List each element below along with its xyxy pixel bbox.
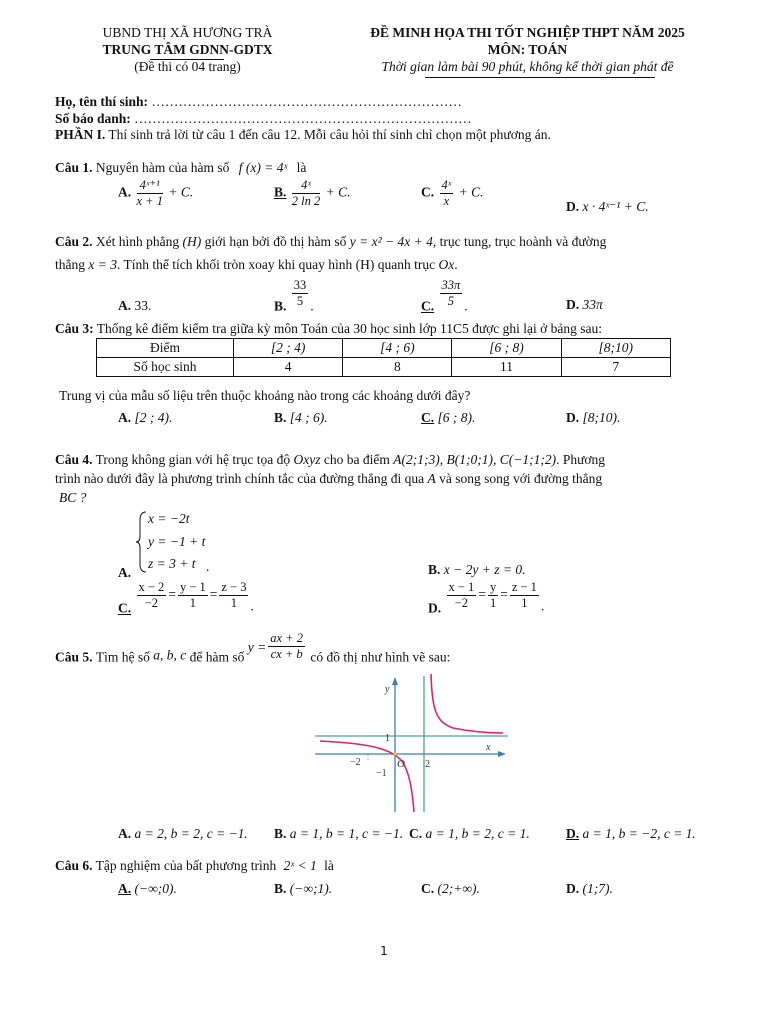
part1-row: [55, 127, 551, 143]
q1-option-b[interactable]: [274, 178, 351, 209]
q2-option-b-frac: [292, 278, 309, 309]
q4-d-frac3: [510, 580, 539, 611]
q3-stem: [55, 321, 602, 337]
q1-c-den: x: [443, 194, 450, 208]
q4-d-frac1: [447, 580, 477, 611]
q3-d-text: [8;10).: [582, 410, 621, 425]
student-name-dots: ……………………………………………………………: [151, 94, 462, 109]
graph-label-minus-two: −2: [350, 757, 361, 768]
q4-c-n1: x − 2: [138, 580, 165, 594]
q2-h2: (H): [355, 257, 375, 272]
curve-right-branch: [431, 674, 503, 733]
q4-c-d2: 1: [189, 596, 196, 610]
q3-option-d[interactable]: [566, 410, 620, 426]
q1-b-den: 2 ln 2: [291, 194, 321, 208]
q5-option-c[interactable]: [409, 826, 530, 842]
q6-b-text: (−∞;1).: [289, 881, 333, 896]
header-left-line2: TRUNG TÂM GDNN-GDTX: [102, 42, 273, 57]
q3-label: Câu 3:: [55, 321, 94, 336]
q1-text-a: Nguyên hàm của hàm số: [95, 160, 230, 175]
curve-left-branch: [320, 741, 414, 812]
table-cell: Điểm: [97, 339, 234, 358]
q6-option-c[interactable]: [421, 881, 480, 897]
q6-label: Câu 6.: [55, 858, 93, 873]
q1-label: Câu 1.: [55, 160, 93, 175]
student-id-dots: …………………………………………………………………: [134, 111, 472, 126]
q5-option-a-label: A.: [118, 826, 132, 841]
q1-stem: [55, 160, 306, 176]
graph-label-two: 2: [425, 759, 430, 770]
q2-c-tail: .: [464, 298, 468, 314]
q1-b-num: 4ˣ: [292, 178, 320, 194]
q6-ineq: 2ˣ < 1: [283, 858, 317, 873]
q4-option-c[interactable]: [118, 580, 254, 617]
q4-d-eq2: =: [500, 586, 508, 602]
graph-y-label: y: [385, 684, 390, 695]
q3-a-text: [2 ; 4).: [134, 410, 173, 425]
q4-stem-line1: [55, 452, 605, 468]
q2-option-c-frac: [440, 278, 463, 309]
q4-d-frac2: [488, 580, 498, 611]
q2-option-c-label: C.: [421, 298, 435, 314]
q2-line2-c: quanh trục: [377, 257, 436, 272]
header-right-line2: MÔN: TOÁN: [487, 42, 568, 57]
q2-b-den: 5: [296, 294, 304, 308]
q5-label: Câu 5.: [55, 649, 93, 665]
q4-option-d[interactable]: [428, 580, 544, 617]
q1-func: f (x) = 4ˣ: [238, 160, 288, 175]
q1-a-den: x + 1: [136, 194, 163, 208]
q1-option-d[interactable]: [566, 199, 649, 215]
origin-point: [394, 753, 397, 756]
q6-option-a[interactable]: [118, 881, 177, 897]
q4-option-d-label: D.: [428, 600, 442, 616]
q4-line2-b: và song song với đường thẳng: [439, 471, 603, 486]
q2-option-b[interactable]: [274, 278, 314, 315]
q2-option-d-label: D.: [566, 297, 580, 312]
q4-d-d2: 1: [489, 596, 497, 610]
q1-text-b: là: [296, 160, 307, 175]
q5-den: cx + b: [270, 647, 303, 661]
q2-option-d[interactable]: [566, 297, 603, 313]
q6-option-a-label: A.: [118, 881, 132, 896]
q1-b-tail: + C.: [325, 184, 351, 200]
header-right-rule: [425, 77, 655, 78]
part1-label: PHẦN I.: [55, 127, 106, 142]
q5-b-text: a = 1, b = 1, c = −1.: [289, 826, 404, 841]
q3-option-c-label: C.: [421, 410, 435, 425]
q3-option-a[interactable]: [118, 410, 172, 426]
q5-option-b-label: B.: [274, 826, 287, 841]
q1-a-tail: + C.: [168, 184, 194, 200]
q4-points: A(2;1;3), B(1;0;1), C(−1;1;2): [393, 452, 557, 467]
q5-option-c-label: C.: [409, 826, 423, 841]
q6-text-b: là: [324, 858, 334, 873]
q4-a: A: [427, 471, 436, 486]
q3-text: Thống kê điểm kiểm tra giữa kỳ môn Toán của 30 học sinh lớp 11C5 được ghi lại ở bảng sau:: [96, 321, 603, 336]
q5-text-c: có đồ thị như hình vẽ sau:: [310, 649, 451, 665]
q4-c-d1: −2: [144, 596, 159, 610]
q5-a-text: a = 2, b = 2, c = −1.: [134, 826, 248, 841]
q5-c-text: a = 1, b = 2, c = 1.: [425, 826, 530, 841]
q1-option-a-label: A.: [118, 184, 132, 200]
q4-c-frac2: [178, 580, 208, 611]
q2-line2-d: .: [454, 257, 458, 272]
q4-option-c-label: C.: [118, 600, 132, 616]
q4-text-b: cho ba điểm: [323, 452, 390, 467]
q2-option-c[interactable]: [421, 278, 468, 315]
q4-option-a-tail: .: [206, 559, 210, 574]
q1-c-num: 4ˣ: [441, 178, 452, 192]
q6-option-c-label: C.: [421, 881, 435, 896]
q4-option-a-label-text: A.: [118, 565, 132, 580]
table-cell: [4 ; 6): [343, 339, 452, 358]
table-cell: Số học sinh: [97, 358, 234, 377]
q2-stem-line2: [55, 257, 458, 273]
q4-option-a-brace: [136, 510, 148, 574]
q1-option-b-label: B.: [274, 184, 287, 200]
q6-option-b[interactable]: [274, 881, 332, 897]
q6-text-a: Tập nghiệm của bất phương trình: [95, 858, 277, 873]
q2-line2-b: . Tính thể tích khối tròn xoay khi quay hình: [116, 257, 353, 272]
student-id-label: Số báo danh:: [55, 111, 131, 126]
q4-d-d1: −2: [454, 596, 469, 610]
q2-text-b: giới hạn bởi đồ thị hàm số: [204, 234, 347, 249]
q5-y: y =: [247, 639, 267, 655]
q2-label: Câu 2.: [55, 234, 93, 249]
q5-d-text: a = 1, b = −2, c = 1.: [582, 826, 696, 841]
q6-option-b-label: B.: [274, 881, 287, 896]
q4-c-d3: 1: [230, 596, 238, 610]
q3-b-text: [4 ; 6).: [289, 410, 328, 425]
q4-d-n2: y: [489, 580, 497, 594]
q2-stem-line1: [55, 234, 606, 250]
q1-option-d-label: D.: [566, 199, 580, 214]
q2-d-text: 33π: [582, 297, 603, 312]
q1-a-num: 4ˣ⁺¹: [137, 178, 163, 194]
q6-option-d-label: D.: [566, 881, 580, 896]
x-axis-arrow: [498, 751, 506, 757]
q1-option-c-label: C.: [421, 184, 435, 200]
table-cell: 4: [234, 358, 343, 377]
q3-option-b-label: B.: [274, 410, 287, 425]
q2-func: y = x² − 4x + 4: [349, 234, 433, 249]
q5-option-d[interactable]: [566, 826, 696, 842]
q5-graph: [308, 670, 523, 815]
q4-c-dot: .: [250, 598, 254, 614]
graph-label-minus-one: −1: [376, 768, 387, 779]
q4-option-a-sys3: z = 3 + t: [148, 556, 196, 571]
q3-question: Trung vị của mẫu số liệu trên thuộc khoảng nào trong các khoảng dưới đây?: [59, 388, 471, 403]
q4-stem-line3: BC ?: [59, 490, 87, 505]
q2-line2-a: thẳng: [55, 257, 85, 272]
page-number: 1: [380, 944, 388, 958]
q3-option-c[interactable]: [421, 410, 475, 426]
q1-option-a-frac: [137, 178, 163, 209]
q4-d-n1: x − 1: [448, 580, 475, 594]
q2-option-a-label: A.: [118, 298, 132, 313]
q2-text-a: Xét hình phẳng: [95, 234, 180, 249]
q4-oxyz: Oxyz: [293, 452, 321, 467]
q1-option-a[interactable]: [118, 178, 193, 209]
q6-c-text: (2;+∞).: [437, 881, 480, 896]
q1-option-b-frac: [292, 178, 320, 209]
q6-option-d[interactable]: [566, 881, 613, 897]
q6-a-text: (−∞;0).: [134, 881, 177, 896]
score-table: [96, 338, 671, 377]
q4-d-n3: z − 1: [511, 580, 537, 594]
q5-frac: [268, 631, 305, 662]
header-right-line3: Thời gian làm bài 90 phút, không kể thời gian phát đề: [381, 59, 674, 74]
q3-c-text: [6 ; 8).: [437, 410, 476, 425]
q3-option-a-label: A.: [118, 410, 132, 425]
q4-c-n3: z − 3: [221, 580, 247, 594]
q2-b-tail: .: [310, 298, 314, 314]
part1-text: Thí sinh trả lời từ câu 1 đến câu 12. Mỗi câu hỏi thí sinh chỉ chọn một phương án.: [108, 127, 551, 142]
table-cell: [8;10): [561, 339, 670, 358]
table-cell: 8: [343, 358, 452, 377]
q4-c-n2: y − 1: [179, 580, 206, 594]
q4-option-b[interactable]: [428, 562, 525, 578]
graph-x-label: x: [486, 742, 491, 753]
q4-text-c: . Phương: [556, 452, 606, 467]
q2-c-den: 5: [447, 294, 454, 308]
q4-line2-a: trình nào dưới đây là phương trình chính tắc của đường thẳng đi qua: [55, 471, 425, 486]
q2-text-c: , trục tung, trục hoành và đường: [432, 234, 607, 249]
table-row: [97, 339, 671, 358]
student-name-label: Họ, tên thí sinh:: [55, 94, 149, 109]
q4-c-frac1: [137, 580, 167, 611]
q4-option-a-sys2: y = −1 + t: [148, 534, 206, 549]
q2-a-text: 33.: [134, 298, 152, 313]
q2-option-a[interactable]: [118, 298, 151, 314]
q4-c-eq2: =: [209, 586, 218, 602]
q6-d-text: (1;7).: [582, 881, 613, 896]
q1-c-tail: + C.: [458, 184, 484, 200]
table-row: [97, 358, 671, 377]
q2-ox: Ox: [438, 257, 455, 272]
y-axis-arrow: [392, 677, 398, 685]
q4-d-eq1: =: [478, 586, 486, 602]
q5-option-d-label: D.: [566, 826, 580, 841]
q4-c-frac3: [219, 580, 248, 611]
q3-option-d-label: D.: [566, 410, 580, 425]
graph-label-one: 1: [385, 733, 390, 744]
table-cell: 7: [561, 358, 670, 377]
q6-stem: [55, 858, 334, 874]
student-name-row: [55, 94, 462, 110]
q4-d-dot: .: [540, 598, 545, 614]
q4-b-text: x − 2y + z = 0.: [443, 562, 526, 577]
q3-option-b[interactable]: [274, 410, 328, 426]
table-cell: [6 ; 8): [452, 339, 561, 358]
q1-option-c[interactable]: [421, 178, 484, 209]
q1-d-text: x · 4ˣ⁻¹ + C.: [582, 199, 649, 214]
student-id-row: [55, 111, 472, 127]
q5-text-b: để hàm số: [189, 649, 245, 665]
q2-h: (H): [182, 234, 202, 249]
table-cell: 11: [452, 358, 561, 377]
q4-text-a: Trong không gian với hệ trục tọa độ: [95, 452, 291, 467]
q2-x3: x = 3: [88, 257, 117, 272]
q5-option-a[interactable]: [118, 826, 248, 842]
q2-b-num: 33: [293, 278, 307, 292]
q2-option-b-label: B.: [274, 298, 287, 314]
q5-option-b[interactable]: [274, 826, 403, 842]
q1-option-c-frac: [440, 178, 454, 209]
q4-label: Câu 4.: [55, 452, 93, 467]
header-right-line1: ĐỀ MINH HỌA THI TỐT NGHIỆP THPT NĂM 2025: [370, 25, 685, 40]
q4-option-b-label: B.: [428, 562, 441, 577]
q4-d-d3: 1: [521, 596, 528, 610]
q5-text-a: Tìm hệ số: [95, 649, 150, 665]
q4-stem-line2: [55, 471, 602, 487]
header-left-line1: UBND THỊ XÃ HƯƠNG TRÀ: [102, 25, 273, 40]
header-left-line3: (Đề thi có 04 trang): [134, 59, 241, 74]
table-cell: [2 ; 4): [234, 339, 343, 358]
graph-label-origin: O: [397, 758, 405, 770]
q2-c-num: 33π: [441, 278, 461, 292]
q5-num: ax + 2: [270, 631, 303, 645]
q4-c-eq1: =: [168, 586, 176, 602]
q5-stem: [55, 631, 450, 666]
q5-abc: a, b, c: [153, 647, 187, 663]
q4-option-a-sys1: x = −2t: [148, 511, 190, 526]
